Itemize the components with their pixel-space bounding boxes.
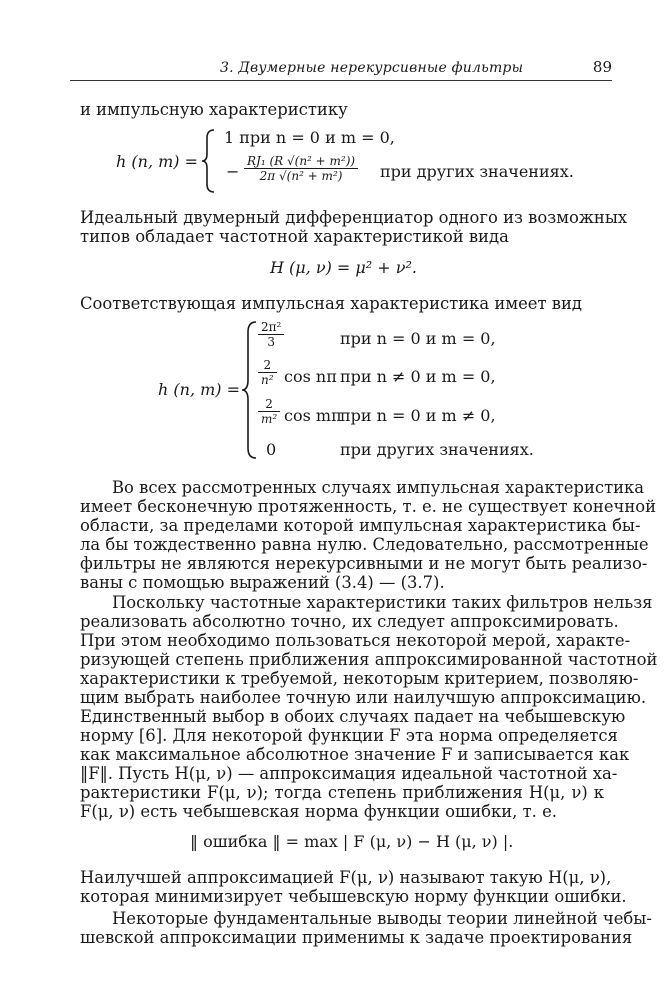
equation-frequency-response: H (μ, ν) = μ² + ν².: [270, 258, 418, 277]
eq3-row-1-fraction: [258, 320, 284, 349]
eq3-row-1-num: 2π²: [258, 320, 284, 335]
eq3-row-1-condition: при n = 0 и m = 0,: [340, 329, 496, 348]
eq3-row-2-num: 2: [258, 358, 277, 373]
para-diff-line-2: типов обладает частотной характеристикой вида: [80, 227, 509, 246]
running-title: 3. Двумерные нерекурсивные фильтры: [220, 60, 524, 76]
para-fund-line-2: шевской аппроксимации применимы к задаче проектирования: [80, 928, 633, 947]
para-approx-line-2: реализовать абсолютно точно, их следует аппроксимировать.: [80, 612, 619, 631]
para-approx-line-12: F(μ, ν) есть чебышевская норма функции ошибки, т. е.: [80, 802, 557, 821]
para-approx-line-8: норму [6]. Для некоторой функции F эта норма определяется: [80, 726, 618, 745]
para-approx-line-7: Единственный выбор в обоих случаях падает на чебышевскую: [80, 707, 626, 726]
para-best-line-2: которая минимизирует чебышевскую норму функции ошибки.: [80, 887, 627, 906]
eq3-row-3-expr: cos mπ: [284, 406, 342, 425]
para-approx-line-1: Поскольку частотные характеристики таких фильтров нельзя: [112, 593, 653, 612]
eq3-lhs: h (n, m) =: [158, 380, 241, 399]
para-approx-line-6: щим выбрать наиболее точную или наилучшую аппроксимацию.: [80, 688, 647, 707]
para-all-cases-line-5: фильтры не являются нерекурсивными и не могут быть реализо-: [80, 554, 648, 573]
para-approx-line-11: рактеристики F(μ, ν); тогда степень приближения H(μ, ν) к: [80, 783, 604, 802]
para-all-cases-line-3: области, за пределами которой импульсная характеристика бы-: [80, 516, 641, 535]
eq3-row-1-den: 3: [267, 335, 275, 349]
eq1-case1: 1 при n = 0 и m = 0,: [224, 128, 395, 147]
eq1-case2-sign: −: [226, 162, 240, 181]
eq1-case2-numerator: RJ₁ (R √(n² + m²)): [244, 154, 358, 169]
eq3-row-3-fraction: [258, 397, 280, 426]
para-approx-line-10: ‖F‖. Пусть H(μ, ν) — аппроксимация идеальной частотной ха-: [80, 764, 618, 783]
para-all-cases-line-1: Во всех рассмотренных случаях импульсная характеристика: [112, 478, 645, 497]
para-best-line-1: Наилучшей аппроксимацией F(μ, ν) называют такую H(μ, ν),: [80, 868, 612, 887]
equation-chebyshev-norm: ‖ ошибка ‖ = max | F (μ, ν) − H (μ, ν) |.: [190, 832, 514, 851]
intro-line: и импульсную характеристику: [80, 100, 348, 119]
para-approx-line-9: как максимальное абсолютное значение F и записывается как: [80, 745, 630, 764]
eq1-case2-fraction: [244, 154, 358, 183]
eq3-row-2-den: n²: [261, 373, 274, 387]
para-corresponding: Соответствующая импульсная характеристика имеет вид: [80, 294, 582, 313]
para-diff-line-1: Идеальный двумерный дифференциатор одного из возможных: [80, 208, 628, 227]
eq1-lhs: h (n, m) =: [116, 152, 199, 171]
para-fund-line-1: Некоторые фундаментальные выводы теории линейной чебы-: [112, 909, 652, 928]
para-all-cases-line-6: ваны с помощью выражений (3.4) — (3.7).: [80, 573, 445, 592]
running-head: [70, 58, 612, 81]
para-approx-line-5: характеристики к требуемой, некоторым критерием, позволяю-: [80, 669, 639, 688]
eq3-row-4-condition: при других значениях.: [340, 440, 534, 459]
para-approx-line-4: ризующей степень приближения аппроксимированной частотной: [80, 650, 658, 669]
para-all-cases-line-2: имеет бесконечную протяженность, т. е. не существует конечной: [80, 497, 657, 516]
eq3-row-3-condition: при n = 0 и m ≠ 0,: [340, 406, 496, 425]
eq3-row-2-expr: cos nπ: [284, 367, 337, 386]
eq3-row-3-den: m²: [261, 412, 278, 426]
eq3-row-2-fraction: [258, 358, 277, 387]
eq1-case2-condition: при других значениях.: [380, 162, 574, 181]
para-approx-line-3: При этом необходимо пользоваться некоторой мерой, характе-: [80, 631, 631, 650]
eq3-brace: [240, 320, 258, 460]
eq1-case2-denominator: 2π √(n² + m²): [259, 169, 343, 183]
eq3-row-3-num: 2: [258, 397, 280, 412]
page-number: 89: [592, 58, 612, 76]
eq1-brace: [200, 128, 216, 194]
eq3-row-4-expr: 0: [266, 440, 277, 459]
eq3-row-2-condition: при n ≠ 0 и m = 0,: [340, 367, 496, 386]
para-all-cases-line-4: ла бы тождественно равна нулю. Следовательно, рассмотренные: [80, 535, 649, 554]
